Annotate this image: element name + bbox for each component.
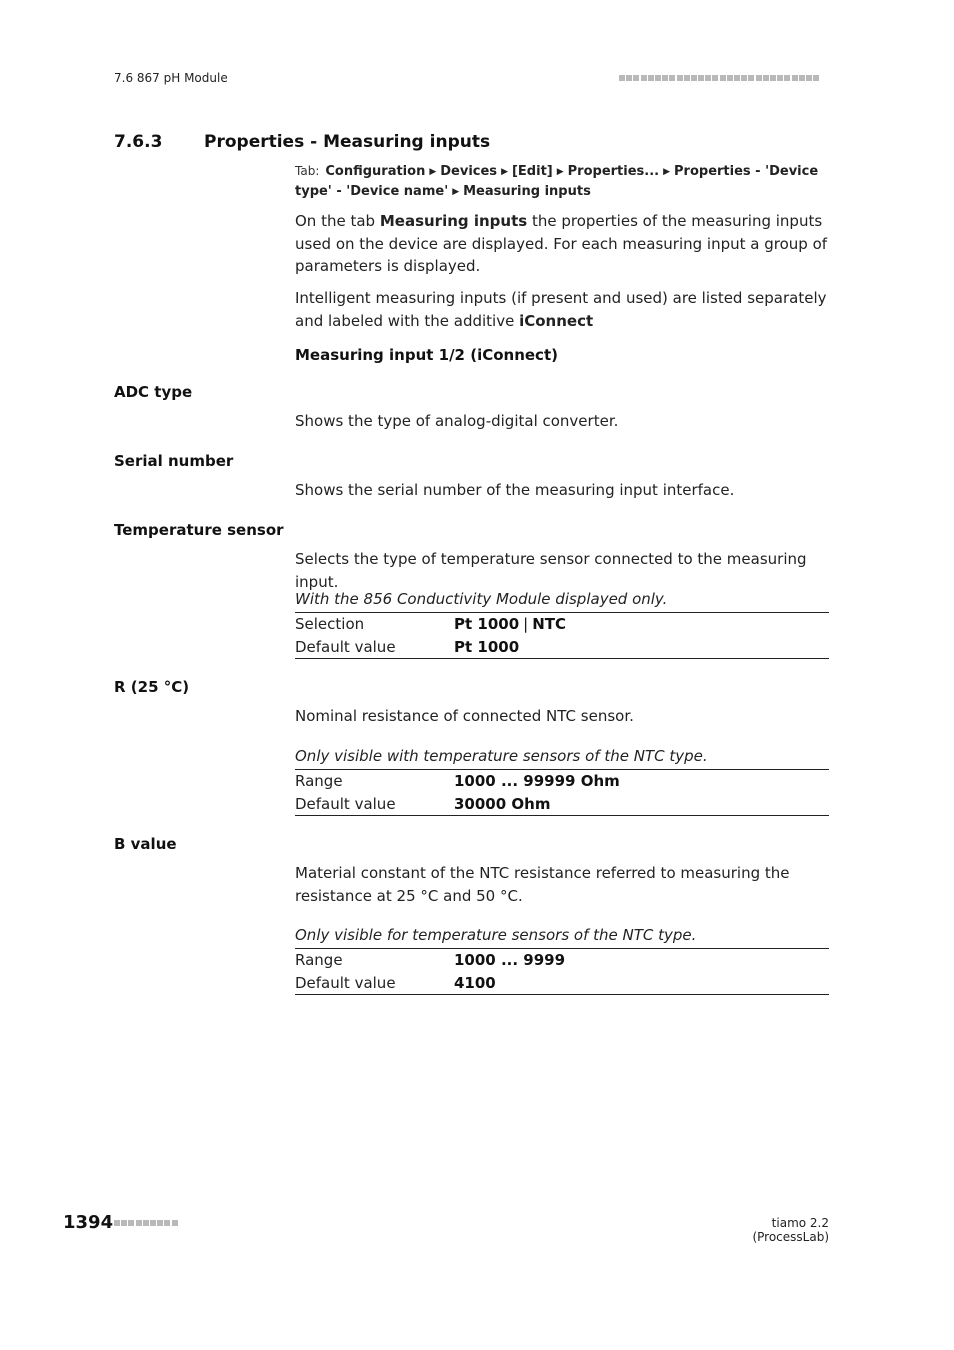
param-desc-temperature-sensor: Selects the type of temperature sensor connected to the measuring input.	[295, 550, 807, 591]
param-label-temperature-sensor: Temperature sensor	[114, 521, 284, 539]
param-label-adc-type: ADC type	[114, 383, 193, 401]
table-row	[295, 613, 829, 636]
table-value: 4100	[454, 973, 496, 992]
section-title: Properties - Measuring inputs	[204, 132, 491, 152]
param-desc-adc-type: Shows the type of analog-digital converter.	[295, 412, 619, 430]
option: Pt 1000	[454, 615, 520, 633]
param-label-serial-number: Serial number	[114, 452, 234, 470]
table-value: 1000 ... 99999 Ohm	[454, 772, 620, 790]
table-key: Default value	[295, 973, 396, 992]
table-key: Default value	[295, 794, 396, 813]
param-label-b-value: B value	[114, 835, 177, 853]
table-row	[295, 636, 829, 659]
breadcrumb-item: Configuration	[325, 164, 426, 179]
table-key: Selection	[295, 615, 365, 633]
table-row	[295, 972, 829, 995]
table-row	[295, 793, 829, 816]
product-name: tiamo 2.2 (ProcessLab)	[752, 1216, 829, 1244]
param-note-b-value: Only visible for temperature sensors of the NTC type.	[295, 926, 697, 944]
section-number: 7.6.3	[114, 132, 163, 152]
table-value	[454, 613, 566, 636]
param-desc-b-value: Material constant of the NTC resistance referred to measuring the resistance at 25 °C and 50 °C.	[295, 864, 790, 905]
running-header: 7.6 867 pH Module	[114, 71, 228, 85]
breadcrumb-item: Properties - 'Device type' - 'Device name'	[295, 164, 819, 199]
footer-decoration	[114, 1220, 182, 1227]
header-decoration	[619, 75, 829, 82]
param-desc-r25: Nominal resistance of connected NTC sensor.	[295, 707, 634, 725]
separator: |	[523, 615, 529, 633]
breadcrumb-item: [Edit]	[511, 164, 553, 179]
arrow-right-icon: ▶	[556, 167, 564, 177]
text: On the tab	[295, 212, 380, 230]
table-row	[295, 949, 829, 972]
param-table-b-value	[295, 948, 829, 995]
param-note-temperature-sensor: With the 856 Conductivity Module displayed only.	[295, 590, 668, 608]
intro-paragraph-1	[295, 210, 835, 278]
table-row	[295, 770, 829, 793]
text-bold: iConnect	[519, 311, 594, 330]
page-number: 1394	[63, 1212, 114, 1233]
subheading: Measuring input 1/2 (iConnect)	[295, 346, 558, 364]
param-desc-serial-number: Shows the serial number of the measuring input interface.	[295, 481, 735, 499]
text: Intelligent measuring inputs (if present and used) are listed separately and labeled with the additive	[295, 289, 827, 330]
arrow-right-icon: ▶	[663, 167, 671, 177]
arrow-right-icon: ▶	[452, 187, 460, 197]
breadcrumb-item: Properties...	[567, 164, 660, 179]
param-label-r25: R (25 °C)	[114, 678, 190, 696]
arrow-right-icon: ▶	[429, 167, 437, 177]
text-bold: Measuring inputs	[379, 212, 528, 230]
param-table-temperature-sensor	[295, 612, 829, 659]
table-value: Pt 1000	[454, 637, 520, 656]
table-value: 1000 ... 9999	[454, 951, 566, 969]
tab-label: Tab:	[295, 164, 320, 178]
table-key: Default value	[295, 637, 396, 656]
option: NTC	[532, 615, 566, 633]
param-note-r25: Only visible with temperature sensors of the NTC type.	[295, 747, 708, 765]
breadcrumb-item: Devices	[440, 164, 498, 179]
param-table-r25	[295, 769, 829, 816]
table-key: Range	[295, 951, 343, 969]
arrow-right-icon: ▶	[501, 167, 508, 177]
breadcrumb-item: Measuring inputs	[463, 184, 591, 199]
intro-paragraph-2	[295, 287, 835, 332]
tab-breadcrumb	[295, 161, 835, 202]
text: the properties of the measuring inputs used on the device are displayed. For each measuring input a group of parameters is displayed.	[295, 212, 828, 275]
table-value: 30000 Ohm	[454, 794, 551, 813]
table-key: Range	[295, 772, 343, 790]
